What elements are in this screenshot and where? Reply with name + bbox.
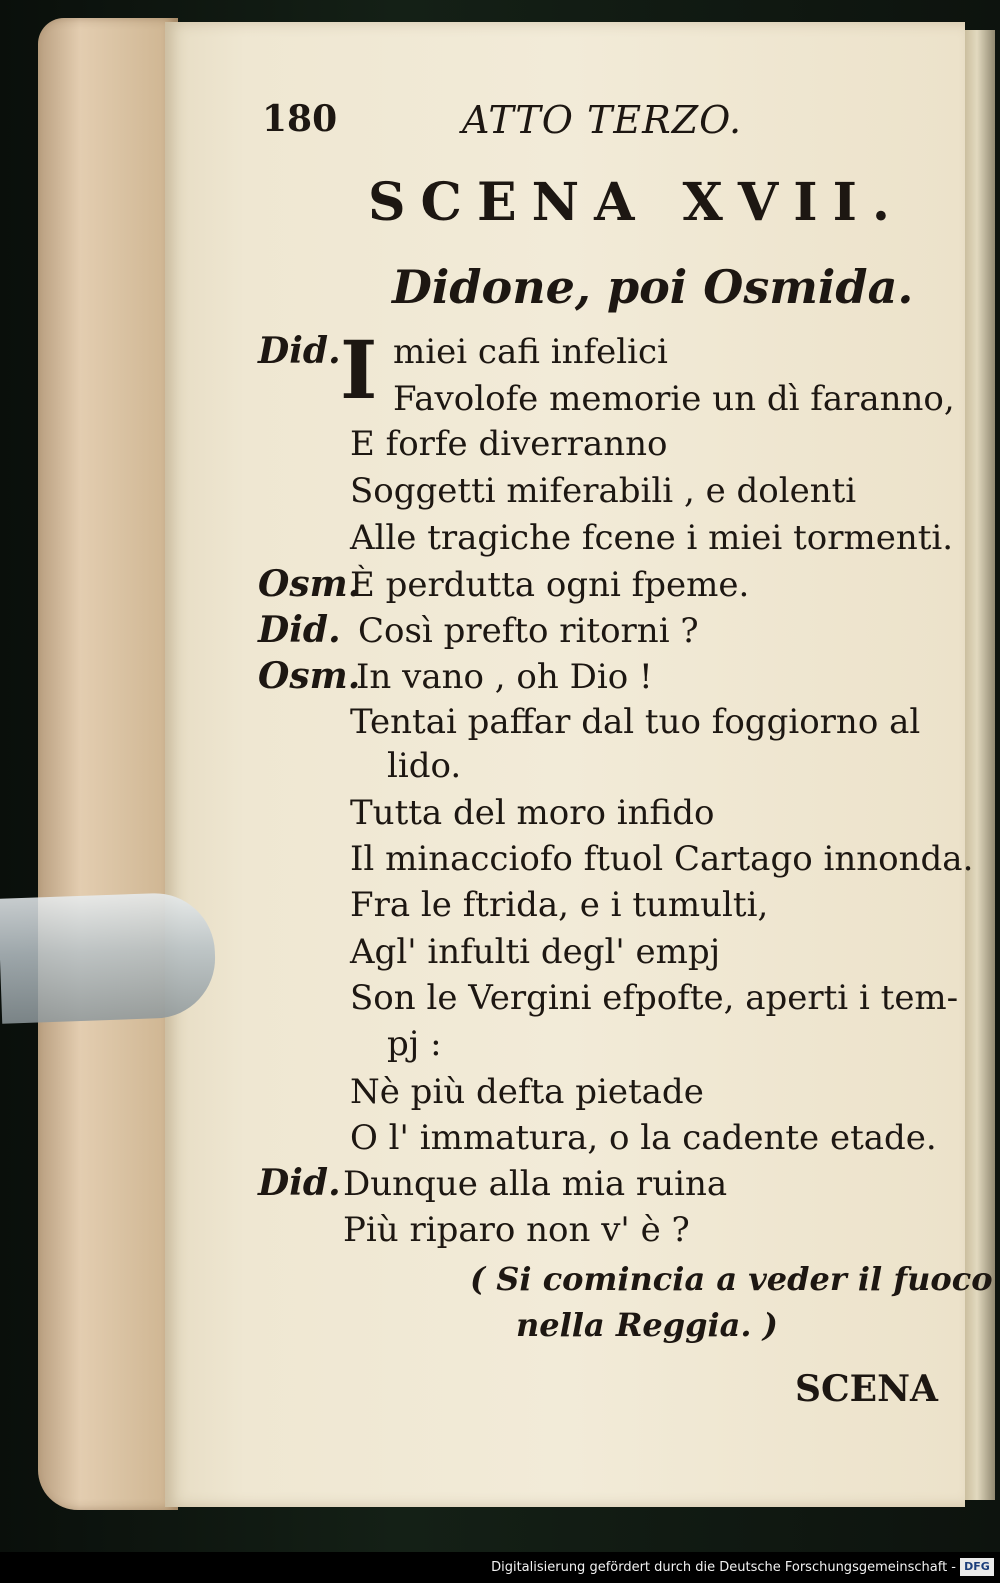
verse-line: Favolofe memorie un dì faranno,	[393, 379, 955, 419]
dfg-logo-icon: DFG	[960, 1558, 994, 1576]
verse-line: È perdutta ogni fpeme.	[350, 565, 750, 605]
verse-line: Così prefto ritorni ?	[358, 611, 699, 651]
stage-direction: ( Si comincia a veder il fuoco	[470, 1260, 993, 1298]
verse-line: pj :	[387, 1024, 442, 1064]
speaker-label: Did.	[258, 609, 341, 651]
verse-line: Alle tragiche fcene i miei tormenti.	[350, 518, 954, 558]
catchword: SCENA	[795, 1368, 938, 1410]
speaker-label: Osm.	[258, 563, 361, 605]
verse-line: Agl' infulti degl' empj	[350, 932, 721, 972]
scene-title: SCENA XVII.	[368, 172, 905, 233]
verse-line: Nè più defta pietade	[350, 1072, 704, 1112]
verse-line: O l' immatura, o la cadente etade.	[350, 1118, 937, 1158]
speaker-label: Osm.	[258, 655, 361, 697]
page-number: 180	[262, 98, 338, 140]
verse-line: Tentai paffar dal tuo foggiorno al	[350, 702, 921, 742]
scene-characters: Didone, poi Osmida.	[392, 260, 914, 314]
verse-line: In vano , oh Dio !	[356, 657, 653, 697]
running-head: ATTO TERZO.	[462, 98, 743, 142]
verse-line: Son le Vergini efpofte, aperti i tem-	[350, 978, 959, 1018]
digitization-credit: Digitalisierung gefördert durch die Deutsche Forschungsgemeinschaft -	[491, 1560, 956, 1575]
verse-line: Il minacciofo ftuol Cartago innonda.	[350, 839, 974, 879]
verse-line: Soggetti miferabili , e dolenti	[350, 471, 857, 511]
verse-line: Tutta del moro infido	[350, 793, 715, 833]
speaker-label: Did.	[258, 1162, 341, 1204]
verse-line: E forfe diverranno	[350, 424, 668, 464]
stage-direction: nella Reggia. )	[516, 1306, 778, 1344]
drop-cap: I	[340, 323, 378, 417]
verse-line: Fra le ftrida, e i tumulti,	[350, 885, 769, 925]
page-clip	[0, 891, 217, 1023]
verse-line: miei cafi infelici	[393, 332, 668, 372]
speaker-label: Did.	[258, 330, 341, 372]
verse-line: lido.	[387, 746, 462, 786]
verse-line: Dunque alla mia ruina	[343, 1164, 728, 1204]
verse-line: Più riparo non v' è ?	[343, 1210, 690, 1250]
